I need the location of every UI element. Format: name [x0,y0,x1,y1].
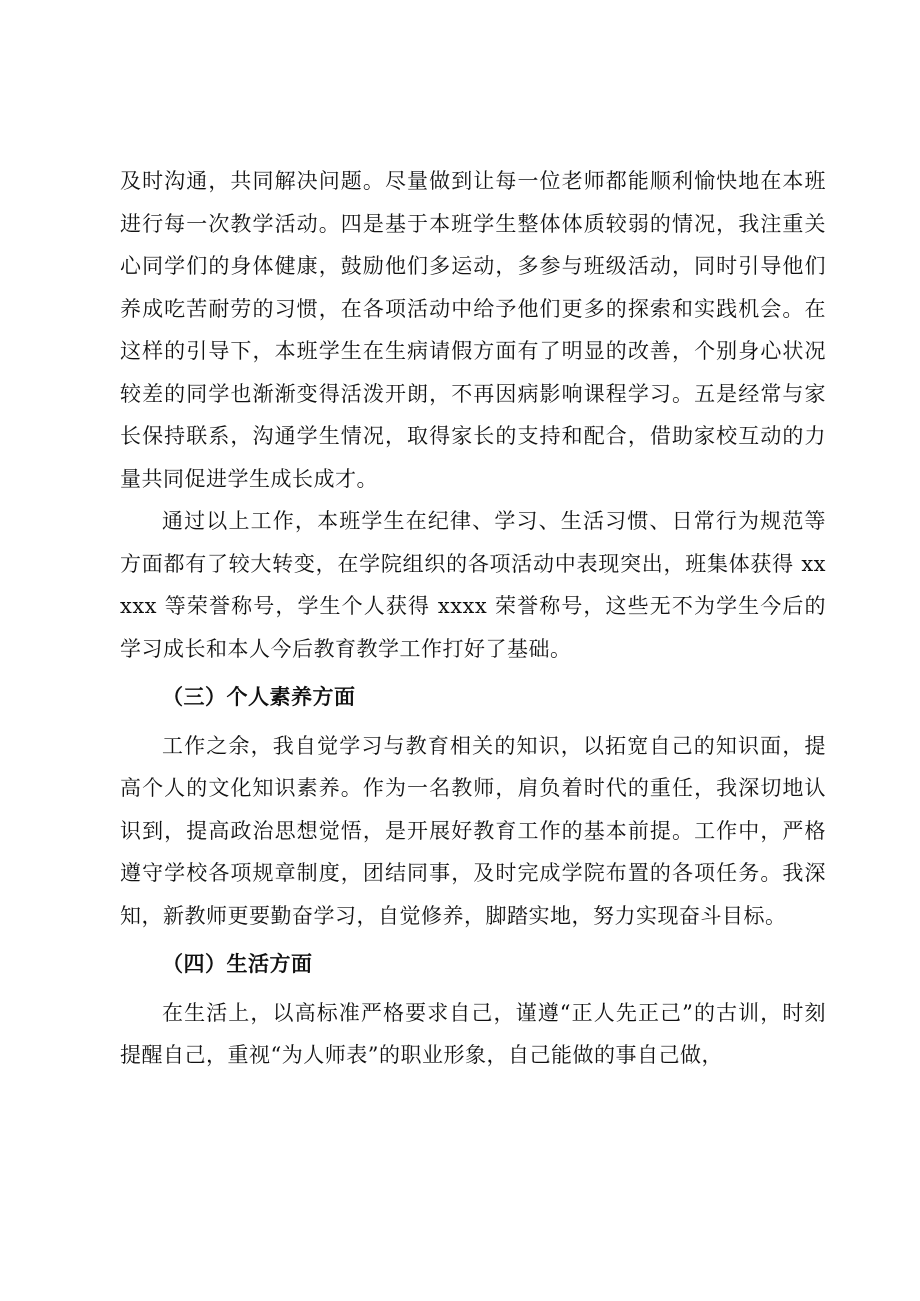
paragraph-work-results: 通过以上工作，本班学生在纪律、学习、生活习惯、日常行为规范等方面都有了较大转变，在学院组织的各项活动中表现突出，班集体获得 xxxxx 等荣誉称号，学生个人获得 xxxx 荣誉称号，这些无不为学生今后的学习成长和本人今后教育教学工作打好了基础。 [120,509,826,661]
document-body [120,160,826,1077]
section-heading-personal-quality: （三）个人素养方面 [162,685,356,709]
paragraph-personal-quality: 工作之余，我自觉学习与教育相关的知识，以拓宽自己的知识面，提高个人的文化知识素养。作为一名教师，肩负着时代的重任，我深切地认识到，提高政治思想觉悟，是开展好教育工作的基本前提。工作中，严格遵守学校各项规章制度，团结同事，及时完成学院布置的各项任务。我深知，新教师更要勤奋学习，自觉修养，脚踏实地，努力实现奋斗目标。 [120,733,826,928]
paragraph-life: 在生活上，以高标准严格要求自己，谨遵“正人先正己”的古训，时刻提醒自己，重视“为人师表”的职业形象，自己能做的事自己做， [120,1000,826,1067]
paragraph-continuation: 及时沟通，共同解决问题。尽量做到让每一位老师都能顺利愉快地在本班进行每一次教学活动。四是基于本班学生整体体质较弱的情况，我注重关心同学们的身体健康，鼓励他们多运动，多参与班级活动，同时引导他们养成吃苦耐劳的习惯，在各项活动中给予他们更多的探索和实践机会。在这样的引导下，本班学生在生病请假方面有了明显的改善，个别身心状况较差的同学也渐渐变得活泼开朗，不再因病影响课程学习。五是经常与家长保持联系，沟通学生情况，取得家长的支持和配合，借助家校互动的力量共同促进学生成长成才。 [120,169,826,491]
section-heading-life: （四）生活方面 [162,952,313,976]
